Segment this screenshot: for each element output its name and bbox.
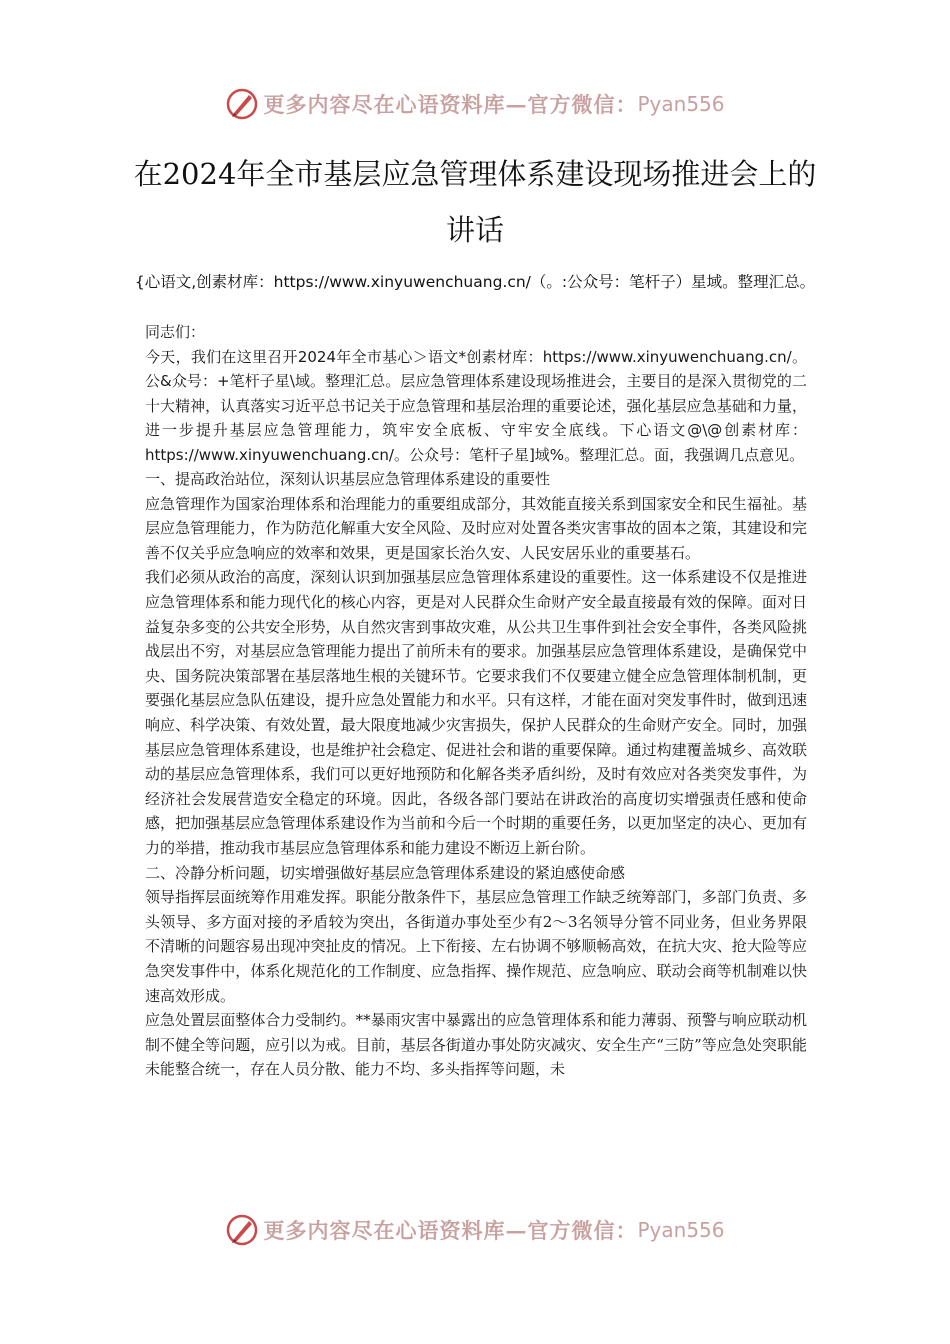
banner-wechat-id: Pyan556: [637, 1218, 725, 1242]
bottom-watermark-banner: [0, 1210, 950, 1250]
banner-wechat-id: Pyan556: [637, 92, 725, 116]
pen-logo-icon: [225, 87, 259, 121]
greeting: 同志们：: [145, 323, 206, 341]
intro-paragraph: 今天，我们在这里召开2024年全市基心＞语文*创素材库：https://www.xinyuwenchuang.cn/。公&众号：+笔杆子星\域。整理汇总。层应急管理体系建设现场推进会，主要目的是深入贯彻党的二十大精神，认真落实习近平总书记关于应急管理和基层治理的重要论述，强化基层应急基础和力量，进一步提升基层应急管理能力，筑牢安全底板、守牢安全底线。下心语文@\@创素材库：https://www.xinyuwenchuang.cn/。公众号：笔杆子星]域%。整理汇总。面，我强调几点意见。: [145, 347, 807, 464]
section-heading-2: 二、冷静分析问题，切实增强做好基层应急管理体系建设的紧迫感使命感: [145, 863, 626, 882]
source-note: {心语文,创素材库：https://www.xinyuwenchuang.cn/（。:公众号：笔杆子）星域。整理汇总。: [134, 273, 816, 291]
paragraph-2: 我们必须从政治的高度，深刻认识到加强基层应急管理体系建设的重要性。这一体系建设不仅是推进应急管理体系和能力现代化的核心内容，更是对人民群众生命财产安全最直接最有效的保障。面对日益复杂多变的公共安全形势，从自然灾害到事故灾难，从公共卫生事件到社会安全事件，各类风险挑战层出不穷，对基层应急管理能力提出了前所未有的要求。加强基层应急管理体系建设，是确保党中央、国务院决策部署在基层落地生根的关键环节。它要求我们不仅要建立健全应急管理体制机制，更要强化基层应急队伍建设，提升应急处置能力和水平。只有这样，才能在面对突发事件时，做到迅速响应、科学决策、有效处置，最大限度地减少灾害损失，保护人民群众的生命财产安全。同时，加强基层应急管理体系建设，也是维护社会稳定、促进社会和谐的重要保障。通过构建覆盖城乡、高效联动的基层应急管理体系，我们可以更好地预防和化解各类矛盾纠纷，及时有效应对各类突发事件，为经济社会发展营造安全稳定的环境。因此，各级各部门要站在讲政治的高度切实增强责任感和使命感，把加强基层应急管理体系建设作为当前和今后一个时期的重要任务，以更加坚定的决心、更加有力的举措，推动我市基层应急管理体系和能力建设不断迈上新台阶。: [145, 568, 807, 857]
paragraph-4: 应急处置层面整体合力受制约。**暴雨灾害中暴露出的应急管理体系和能力薄弱、预警与响应联动机制不健全等问题，应引以为戒。目前，基层各街道办事处防灾减灾、安全生产“三防”等应急处突职能未能整合统一，存在人员分散、能力不均、多头指挥等问题，未: [145, 1011, 807, 1079]
banner-text: 更多内容尽在心语资料库—官方微信：: [263, 1218, 638, 1243]
paragraph-3: 领导指挥层面统筹作用难发挥。职能分散条件下，基层应急管理工作缺乏统筹部门，多部门负责、多头领导、多方面对接的矛盾较为突出，各街道办事处至少有2～3名领导分管不同业务，但业务界限不清晰的问题容易出现冲突扯皮的情况。上下衔接、左右协调不够顺畅高效，在抗大灾、抢大险等应急突发事件中，体系化规范化的工作制度、应急指挥、操作规范、应急响应、联动会商等机制难以快速高效形成。: [145, 888, 807, 1005]
pen-logo-icon: [225, 1213, 259, 1247]
document-body: [145, 320, 807, 1082]
document-title: 在2024年全市基层应急管理体系建设现场推进会上的讲话: [133, 157, 817, 247]
section-heading-1: 一、提高政治站位，深刻认识基层应急管理体系建设的重要性: [145, 470, 551, 489]
banner-text: 更多内容尽在心语资料库—官方微信：: [263, 92, 638, 117]
top-watermark-banner: [0, 84, 950, 124]
paragraph-1: 应急管理作为国家治理体系和治理能力的重要组成部分，其效能直接关系到国家安全和民生福祉。基层应急管理能力，作为防范化解重大安全风险、及时应对处置各类灾害事故的固本之策，其建设和完善不仅关乎应急响应的效率和效果，更是国家长治久安、人民安居乐业的重要基石。: [145, 494, 807, 562]
